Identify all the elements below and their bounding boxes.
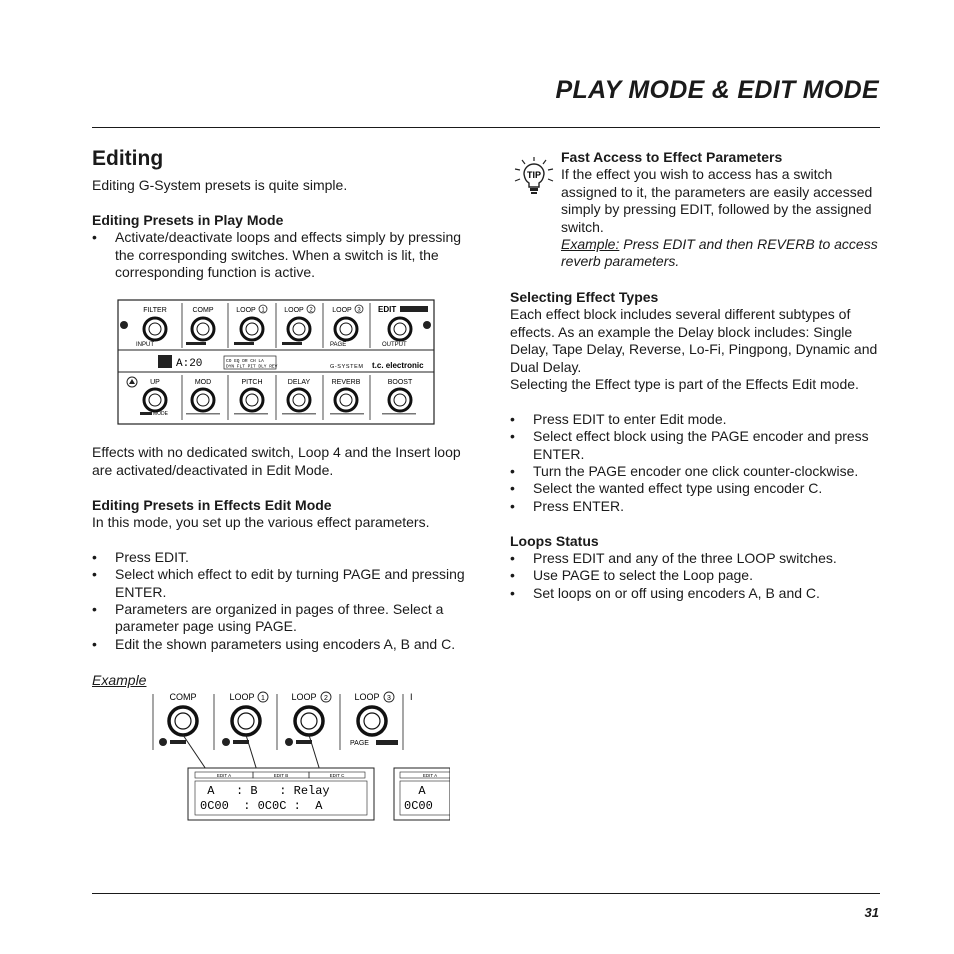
loops-status-heading: Loops Status	[510, 532, 599, 549]
list-item: • Press EDIT.	[92, 549, 472, 566]
list-item: • Activate/deactivate loops and effects simply by pressing the corresponding switches. When a switch is lit, the corresponding function is active.	[92, 229, 472, 281]
footer-rule	[92, 893, 880, 894]
panel-label-mode: MODE	[153, 411, 168, 417]
display-row-1: CO EQ DR CH LA	[226, 359, 264, 364]
effect-types-heading: Selecting Effect Types	[510, 289, 659, 305]
list-item: • Edit the shown parameters using encoders A, B and C.	[92, 636, 472, 653]
page-header-title: PLAY MODE & EDIT MODE	[555, 76, 879, 104]
panel-label-output: OUTPUT	[382, 342, 407, 348]
display-preset: A:20	[176, 358, 203, 370]
level-meter-icon	[158, 355, 172, 368]
example-label-page: PAGE	[350, 740, 369, 747]
panel-label-edit: EDIT	[378, 305, 397, 314]
edit-mode-heading: Editing Presets in Effects Edit Mode	[92, 496, 332, 513]
panel-label-loop1: LOOP	[236, 307, 256, 314]
tip-example-prefix: Example:	[561, 236, 620, 253]
display2-tab-edit-a: EDIT A	[422, 773, 438, 778]
section-heading: Editing	[92, 147, 164, 170]
loop-number-1: 1	[261, 307, 265, 314]
panel-label-delay: DELAY	[287, 379, 311, 386]
list-item: • Press ENTER.	[510, 498, 885, 515]
loops-status-list	[510, 550, 885, 602]
figure-edge-mark: I	[410, 692, 413, 702]
led-icon	[120, 321, 128, 329]
panel-label-loop3: LOOP	[332, 307, 352, 314]
page-number: 31	[864, 905, 879, 920]
example-loop-number-3: 3	[387, 695, 391, 702]
list-item: • Press EDIT and any of the three LOOP switches.	[510, 550, 885, 567]
lcd2-line-1: A	[404, 784, 426, 798]
led-icon	[423, 321, 431, 329]
edit-mode-intro: In this mode, you set up the various effect parameters.	[92, 514, 430, 531]
edit-mode-example-figure	[150, 688, 450, 822]
tip-heading: Fast Access to Effect Parameters	[561, 149, 783, 165]
lcd-line-2: 0C00 : 0C0C : A	[200, 799, 323, 813]
tip-example	[561, 236, 881, 271]
panel-label-input: INPUT	[136, 342, 154, 348]
panel-label-loop2: LOOP	[284, 307, 304, 314]
header-rule	[92, 127, 880, 128]
list-item: • Select effect block using the PAGE encoder and press ENTER.	[510, 428, 885, 463]
edit-mode-list	[92, 549, 472, 653]
display-tab-edit-a: EDIT A	[216, 773, 232, 778]
right-column	[510, 289, 885, 602]
after-figure-text: Effects with no dedicated switch, Loop 4 and the Insert loop are activated/deactivated in Edit Mode.	[92, 444, 461, 478]
panel-label-reverb: REVERB	[331, 379, 361, 386]
display-row-2: DYN FLT PIT DLY REV	[226, 364, 278, 370]
loop-number-2: 2	[309, 307, 313, 314]
effect-types-para2: Selecting the Effect type is part of the Effects Edit mode.	[510, 376, 859, 393]
list-item: • Parameters are organized in pages of three. Select a parameter page using PAGE.	[92, 601, 472, 636]
tip-body: If the effect you wish to access has a switch assigned to it, the parameters are easily accessed simply by pressing EDIT, followed by the assigned switch.	[561, 166, 873, 235]
intro-text: Editing G-System presets is quite simple.	[92, 177, 348, 193]
panel-label-comp: COMP	[192, 307, 214, 314]
enter-badge	[400, 306, 428, 312]
tip-example-text: Press EDIT and then REVERB to access reverb parameters.	[561, 236, 878, 270]
loop-number-3: 3	[357, 307, 361, 314]
list-item: • Select which effect to edit by turning PAGE and pressing ENTER.	[92, 566, 472, 601]
g-system-front-panel	[116, 299, 438, 427]
tip-lightbulb-icon	[512, 155, 556, 199]
list-item: • Turn the PAGE encoder one click counter-clockwise.	[510, 463, 885, 480]
panel-label-up: UP	[150, 379, 160, 386]
list-item: • Use PAGE to select the Loop page.	[510, 567, 885, 584]
display-tab-edit-c: EDIT C	[329, 773, 345, 778]
example-label-loop1: LOOP	[229, 692, 255, 702]
example-loop-number-2: 2	[324, 695, 328, 702]
list-item: • Set loops on or off using encoders A, B and C.	[510, 585, 885, 602]
effect-types-list	[510, 411, 885, 515]
lcd-line-1: A : B : Relay	[200, 784, 330, 798]
tip-block	[561, 149, 881, 271]
panel-label-mod: MOD	[194, 379, 212, 386]
example-label-loop3: LOOP	[354, 692, 380, 702]
example-label-loop2: LOOP	[291, 692, 317, 702]
panel-label-page: PAGE	[330, 342, 347, 348]
play-mode-heading: Editing Presets in Play Mode	[92, 211, 284, 228]
lcd2-line-2: 0C00	[404, 799, 433, 813]
panel-label-filter: FILTER	[143, 307, 167, 314]
display-tab-edit-b: EDIT B	[273, 773, 289, 778]
panel-label-pitch: PITCH	[241, 379, 263, 386]
effect-types-para1: Each effect block includes several different subtypes of effects. As an example the Delay block includes: Single Delay, Tape Delay, Reverse, Lo-Fi, Pingpong, Dynamic and Dual Delay.	[510, 306, 878, 375]
example-label: Example	[92, 672, 147, 688]
tip-icon-label: TIP	[526, 170, 542, 180]
brand-logo: t.c. electronic	[372, 361, 424, 370]
panel-label-boost: BOOST	[387, 379, 413, 386]
list-item: • Press EDIT to enter Edit mode.	[510, 411, 885, 428]
play-mode-list	[92, 229, 472, 281]
example-loop-number-1: 1	[261, 695, 265, 702]
brand-name: G-SYSTEM	[330, 364, 364, 370]
example-label-comp: COMP	[169, 692, 197, 702]
list-item: • Select the wanted effect type using encoder C.	[510, 480, 885, 497]
